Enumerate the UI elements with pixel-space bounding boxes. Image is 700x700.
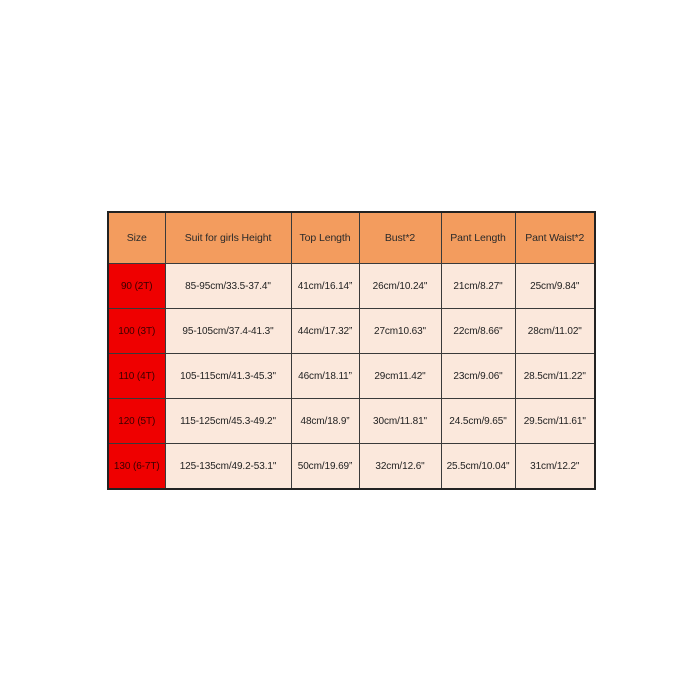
table-row bbox=[108, 444, 595, 490]
size-cell: 110 (4T) bbox=[108, 354, 165, 399]
top-length-cell: 48cm/18.9” bbox=[291, 399, 359, 444]
size-cell: 100 (3T) bbox=[108, 309, 165, 354]
pant-waist-cell: 29.5cm/11.61" bbox=[515, 399, 595, 444]
size-cell: 130 (6-7T) bbox=[108, 444, 165, 490]
header-bust: Bust*2 bbox=[359, 212, 441, 264]
pant-length-cell: 24.5cm/9.65" bbox=[441, 399, 515, 444]
size-cell: 90 (2T) bbox=[108, 264, 165, 309]
height-cell: 115-125cm/45.3-49.2" bbox=[165, 399, 291, 444]
pant-waist-cell: 25cm/9.84" bbox=[515, 264, 595, 309]
size-cell: 120 (5T) bbox=[108, 399, 165, 444]
height-cell: 105-115cm/41.3-45.3" bbox=[165, 354, 291, 399]
table-row bbox=[108, 309, 595, 354]
bust-cell: 26cm/10.24" bbox=[359, 264, 441, 309]
bust-cell: 32cm/12.6" bbox=[359, 444, 441, 490]
bust-cell: 30cm/11.81" bbox=[359, 399, 441, 444]
header-row bbox=[108, 212, 595, 264]
pant-length-cell: 25.5cm/10.04" bbox=[441, 444, 515, 490]
pant-waist-cell: 31cm/12.2" bbox=[515, 444, 595, 490]
header-pant-length: Pant Length bbox=[441, 212, 515, 264]
header-size: Size bbox=[108, 212, 165, 264]
bust-cell: 29cm11.42" bbox=[359, 354, 441, 399]
pant-length-cell: 23cm/9.06" bbox=[441, 354, 515, 399]
top-length-cell: 50cm/19.69” bbox=[291, 444, 359, 490]
pant-length-cell: 21cm/8.27" bbox=[441, 264, 515, 309]
bust-cell: 27cm10.63" bbox=[359, 309, 441, 354]
height-cell: 125-135cm/49.2-53.1" bbox=[165, 444, 291, 490]
pant-waist-cell: 28.5cm/11.22" bbox=[515, 354, 595, 399]
size-chart-table bbox=[107, 211, 596, 490]
header-height: Suit for girls Height bbox=[165, 212, 291, 264]
header-top-length: Top Length bbox=[291, 212, 359, 264]
table-row bbox=[108, 354, 595, 399]
table-row bbox=[108, 399, 595, 444]
top-length-cell: 41cm/16.14” bbox=[291, 264, 359, 309]
pant-length-cell: 22cm/8.66" bbox=[441, 309, 515, 354]
top-length-cell: 44cm/17.32” bbox=[291, 309, 359, 354]
table-row bbox=[108, 264, 595, 309]
height-cell: 85-95cm/33.5-37.4" bbox=[165, 264, 291, 309]
pant-waist-cell: 28cm/11.02" bbox=[515, 309, 595, 354]
header-pant-waist: Pant Waist*2 bbox=[515, 212, 595, 264]
top-length-cell: 46cm/18.11” bbox=[291, 354, 359, 399]
height-cell: 95-105cm/37.4-41.3" bbox=[165, 309, 291, 354]
